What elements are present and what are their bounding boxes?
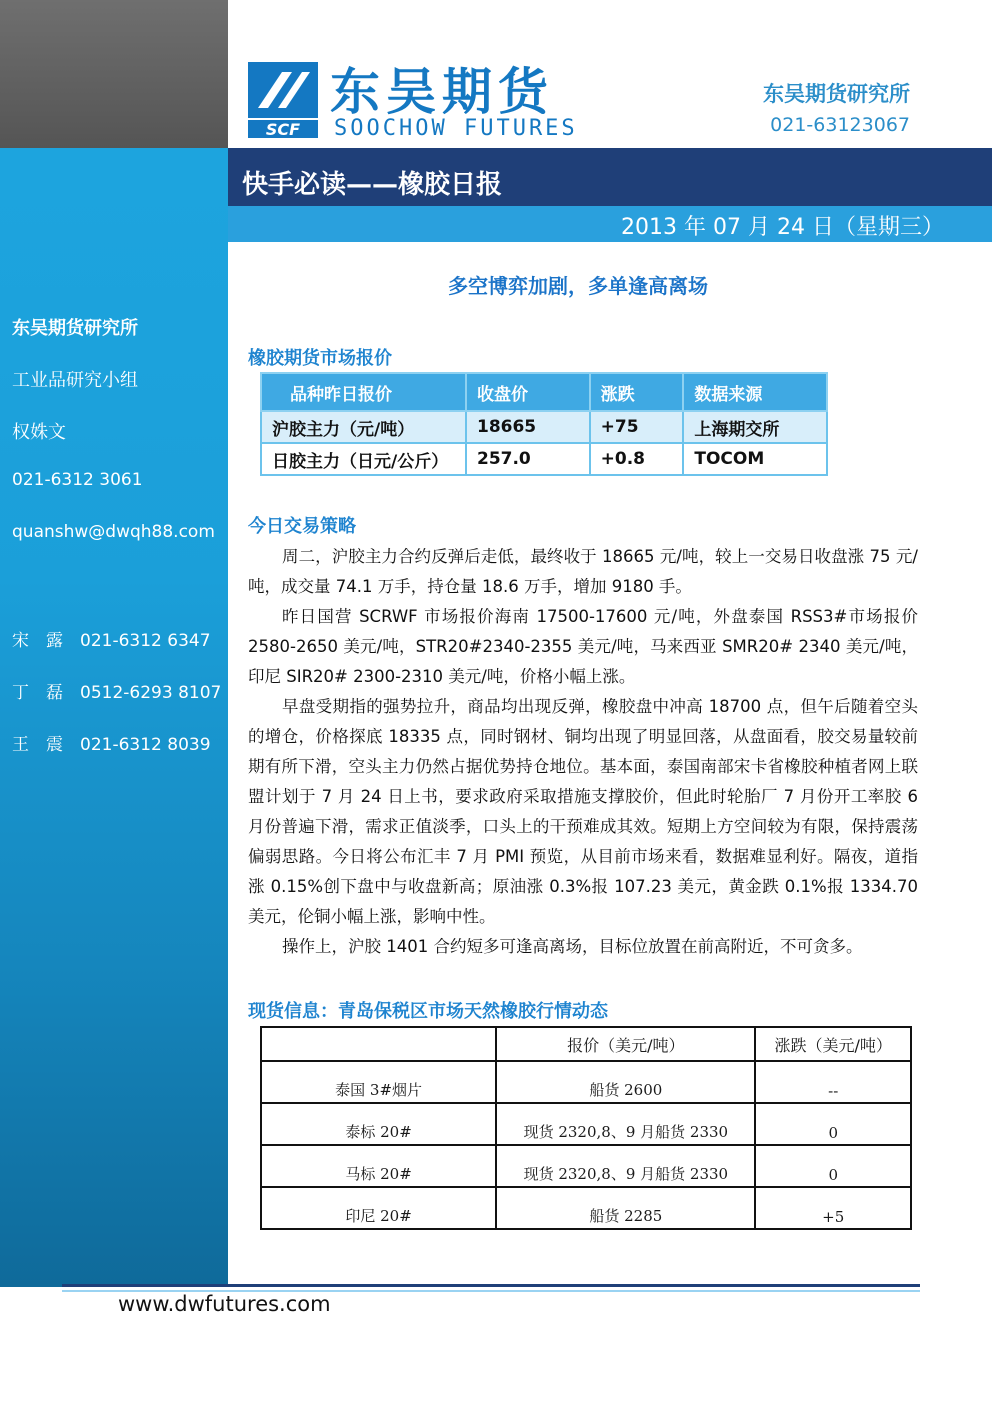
sidebar-institute: 东吴期货研究所: [12, 318, 138, 339]
report-date: 2013 年 07 月 24 日（星期三）: [621, 215, 944, 240]
table-cell: +0.8: [590, 443, 684, 475]
table-header: 品种昨日报价: [261, 373, 466, 411]
sidebar-phone: 021-6312 3061: [12, 470, 143, 490]
strategy-paragraph: 昨日国营 SCRWF 市场报价海南 17500-17600 元/吨，外盘泰国 RSS3#市场报价 2580-2650 美元/吨，STR20#2340-2355 美元/吨，马来西亚 SMR20# 2340 美元/吨，印尼 SIR20# 2300-2310 美元/吨，价格小幅上涨。: [248, 607, 918, 686]
headline: 多空博弈加剧，多单逢高离场: [448, 274, 708, 298]
sidebar-contact: 王 震 021-6312 8039: [12, 735, 211, 755]
brand-name-cn: 东吴期货: [330, 63, 554, 121]
table-cell: 日胶主力（日元/公斤）: [261, 443, 466, 475]
report-title: 快手必读——橡胶日报: [242, 170, 503, 200]
table-cell: 泰国 3#烟片: [261, 1061, 496, 1103]
table-row: [261, 1061, 911, 1103]
table-cell: 印尼 20#: [261, 1187, 496, 1229]
strategy-section-title: 今日交易策略: [248, 516, 356, 537]
sidebar-contact: 宋 露 021-6312 6347: [12, 631, 211, 651]
table-header: 数据来源: [683, 373, 827, 411]
brand-name-en: SOOCHOW FUTURES: [334, 116, 578, 141]
table-header-row: [261, 1027, 911, 1061]
header-phone: 021-63123067: [770, 114, 910, 136]
spot-table: [260, 1026, 912, 1230]
scf-logo-icon: [248, 62, 318, 138]
table-cell: 现货 2320,8、9 月船货 2330: [496, 1145, 755, 1187]
table-cell: 船货 2600: [496, 1061, 755, 1103]
strategy-paragraph: 早盘受期指的强势拉升，商品均出现反弹，橡胶盘中冲高 18700 点，但午后随着空头的增仓，价格探底 18335 点，同时钢材、铜均出现了明显回落，从盘面看，胶交易量较前期有所下滑，空头主力仍然占据优势持仓地位。基本面，泰国南部宋卡省橡胶种植者网上联盟计划于 7 月 24 日上书，要求政府采取措施支撑胶价，但此时轮胎厂 7 月份开工率胶 6 月份普遍下滑，需求正值淡季，口头上的干预难成其效。短期上方空间较为有限，保持震荡偏弱思路。今日将公布汇丰 7 月 PMI 预览，从目前市场来看，数据难显利好。隔夜，道指涨 0.15%创下盘中与收盘新高；原油涨 0.3%报 107.23 美元，黄金跌 0.1%报 1334.70 美元，伦铜小幅上涨，影响中性。: [248, 697, 918, 926]
table-cell: +75: [590, 411, 684, 443]
spot-section-title: 现货信息：青岛保税区市场天然橡胶行情动态: [248, 1001, 608, 1022]
table-header: [261, 1027, 496, 1061]
table-row: [261, 1145, 911, 1187]
table-cell: 泰标 20#: [261, 1103, 496, 1145]
sidebar-group: 工业品研究小组: [12, 370, 138, 391]
table-cell: 现货 2320,8、9 月船货 2330: [496, 1103, 755, 1145]
table-cell: 沪胶主力（元/吨）: [261, 411, 466, 443]
table-cell: 0: [755, 1145, 911, 1187]
table-row: [261, 443, 827, 475]
table-row: [261, 1187, 911, 1229]
logo-badge-text: SCF: [265, 120, 301, 138]
table-cell: 马标 20#: [261, 1145, 496, 1187]
strategy-paragraph: 周二，沪胶主力合约反弹后走低，最终收于 18665 元/吨，较上一交易日收盘涨 75 元/吨，成交量 74.1 万手，持仓量 18.6 万手，增加 9180 手。: [248, 547, 918, 596]
quote-table: [260, 372, 828, 476]
table-cell: 257.0: [466, 443, 590, 475]
table-header-row: [261, 373, 827, 411]
table-header: 收盘价: [466, 373, 590, 411]
sidebar-email: quanshw@dwqh88.com: [12, 522, 215, 542]
strategy-paragraph: 操作上，沪胶 1401 合约短多可逢高离场，目标位放置在前高附近，不可贪多。: [282, 937, 863, 956]
table-row: [261, 1103, 911, 1145]
table-cell: TOCOM: [683, 443, 827, 475]
sidebar-contact: 丁 磊 0512-6293 8107: [12, 683, 222, 703]
sidebar-header-band: [0, 0, 228, 148]
table-cell: 上海期交所: [683, 411, 827, 443]
footer-url[interactable]: www.dwfutures.com: [118, 1292, 331, 1316]
table-cell: 0: [755, 1103, 911, 1145]
table-header: 报价（美元/吨）: [496, 1027, 755, 1061]
table-cell: --: [755, 1061, 911, 1103]
table-header: 涨跌: [590, 373, 684, 411]
table-cell: 船货 2285: [496, 1187, 755, 1229]
table-cell: +5: [755, 1187, 911, 1229]
quote-section-title: 橡胶期货市场报价: [248, 348, 392, 369]
footer-divider: [62, 1284, 920, 1287]
sidebar-analyst: 权姝文: [12, 422, 66, 443]
table-header: 涨跌（美元/吨）: [755, 1027, 911, 1061]
table-cell: 18665: [466, 411, 590, 443]
header-institute: 东吴期货研究所: [763, 82, 910, 106]
table-row: [261, 411, 827, 443]
